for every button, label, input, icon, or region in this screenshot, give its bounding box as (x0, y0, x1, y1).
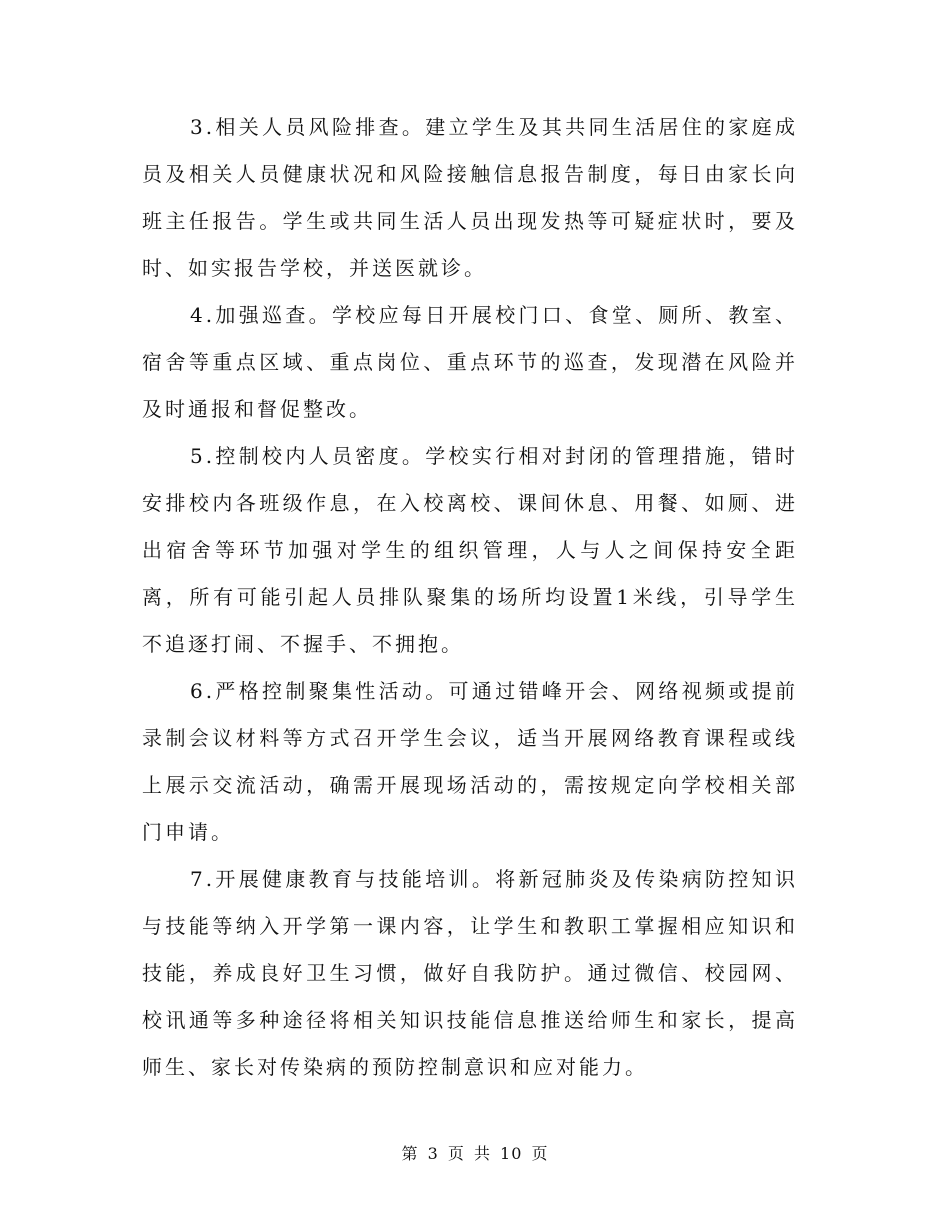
paragraph-density-control: 5.控制校内人员密度。学校实行相对封闭的管理措施，错时安排校内各班级作息，在入校离校、课间休息、用餐、如厕、进出宿舍等环节加强对学生的组织管理，人与人之间保持安全距离，所有可能引起人员排队聚集的场所均设置1米线，引导学生不追逐打闹、不握手、不拥抱。 (142, 444, 798, 656)
paragraph-gathering-control: 6.严格控制聚集性活动。可通过错峰开会、网络视频或提前录制会议材料等方式召开学生会议，适当开展网络教育课程或线上展示交流活动，确需开展现场活动的，需按规定向学校相关部门申请。 (142, 679, 798, 844)
paragraph-health-education: 7.开展健康教育与技能培训。将新冠肺炎及传染病防控知识与技能等纳入开学第一课内容，让学生和教职工掌握相应知识和技能，养成良好卫生习惯，做好自我防护。通过微信、校园网、校讯通等多种途径将相关知识技能信息推送给师生和家长，提高师生、家长对传染病的预防控制意识和应对能力。 (142, 867, 798, 1079)
paragraph-risk-screening: 3.相关人员风险排查。建立学生及其共同生活居住的家庭成员及相关人员健康状况和风险接触信息报告制度，每日由家长向班主任报告。学生或共同生活人员出现发热等可疑症状时，要及时、如实报告学校，并送医就诊。 (142, 115, 798, 280)
document-body (142, 104, 798, 1091)
page-footer: 第 3 页 共 10 页 (401, 1144, 549, 1163)
paragraph-inspection: 4.加强巡查。学校应每日开展校门口、食堂、厕所、教室、宿舍等重点区域、重点岗位、重点环节的巡查，发现潜在风险并及时通报和督促整改。 (142, 303, 798, 421)
